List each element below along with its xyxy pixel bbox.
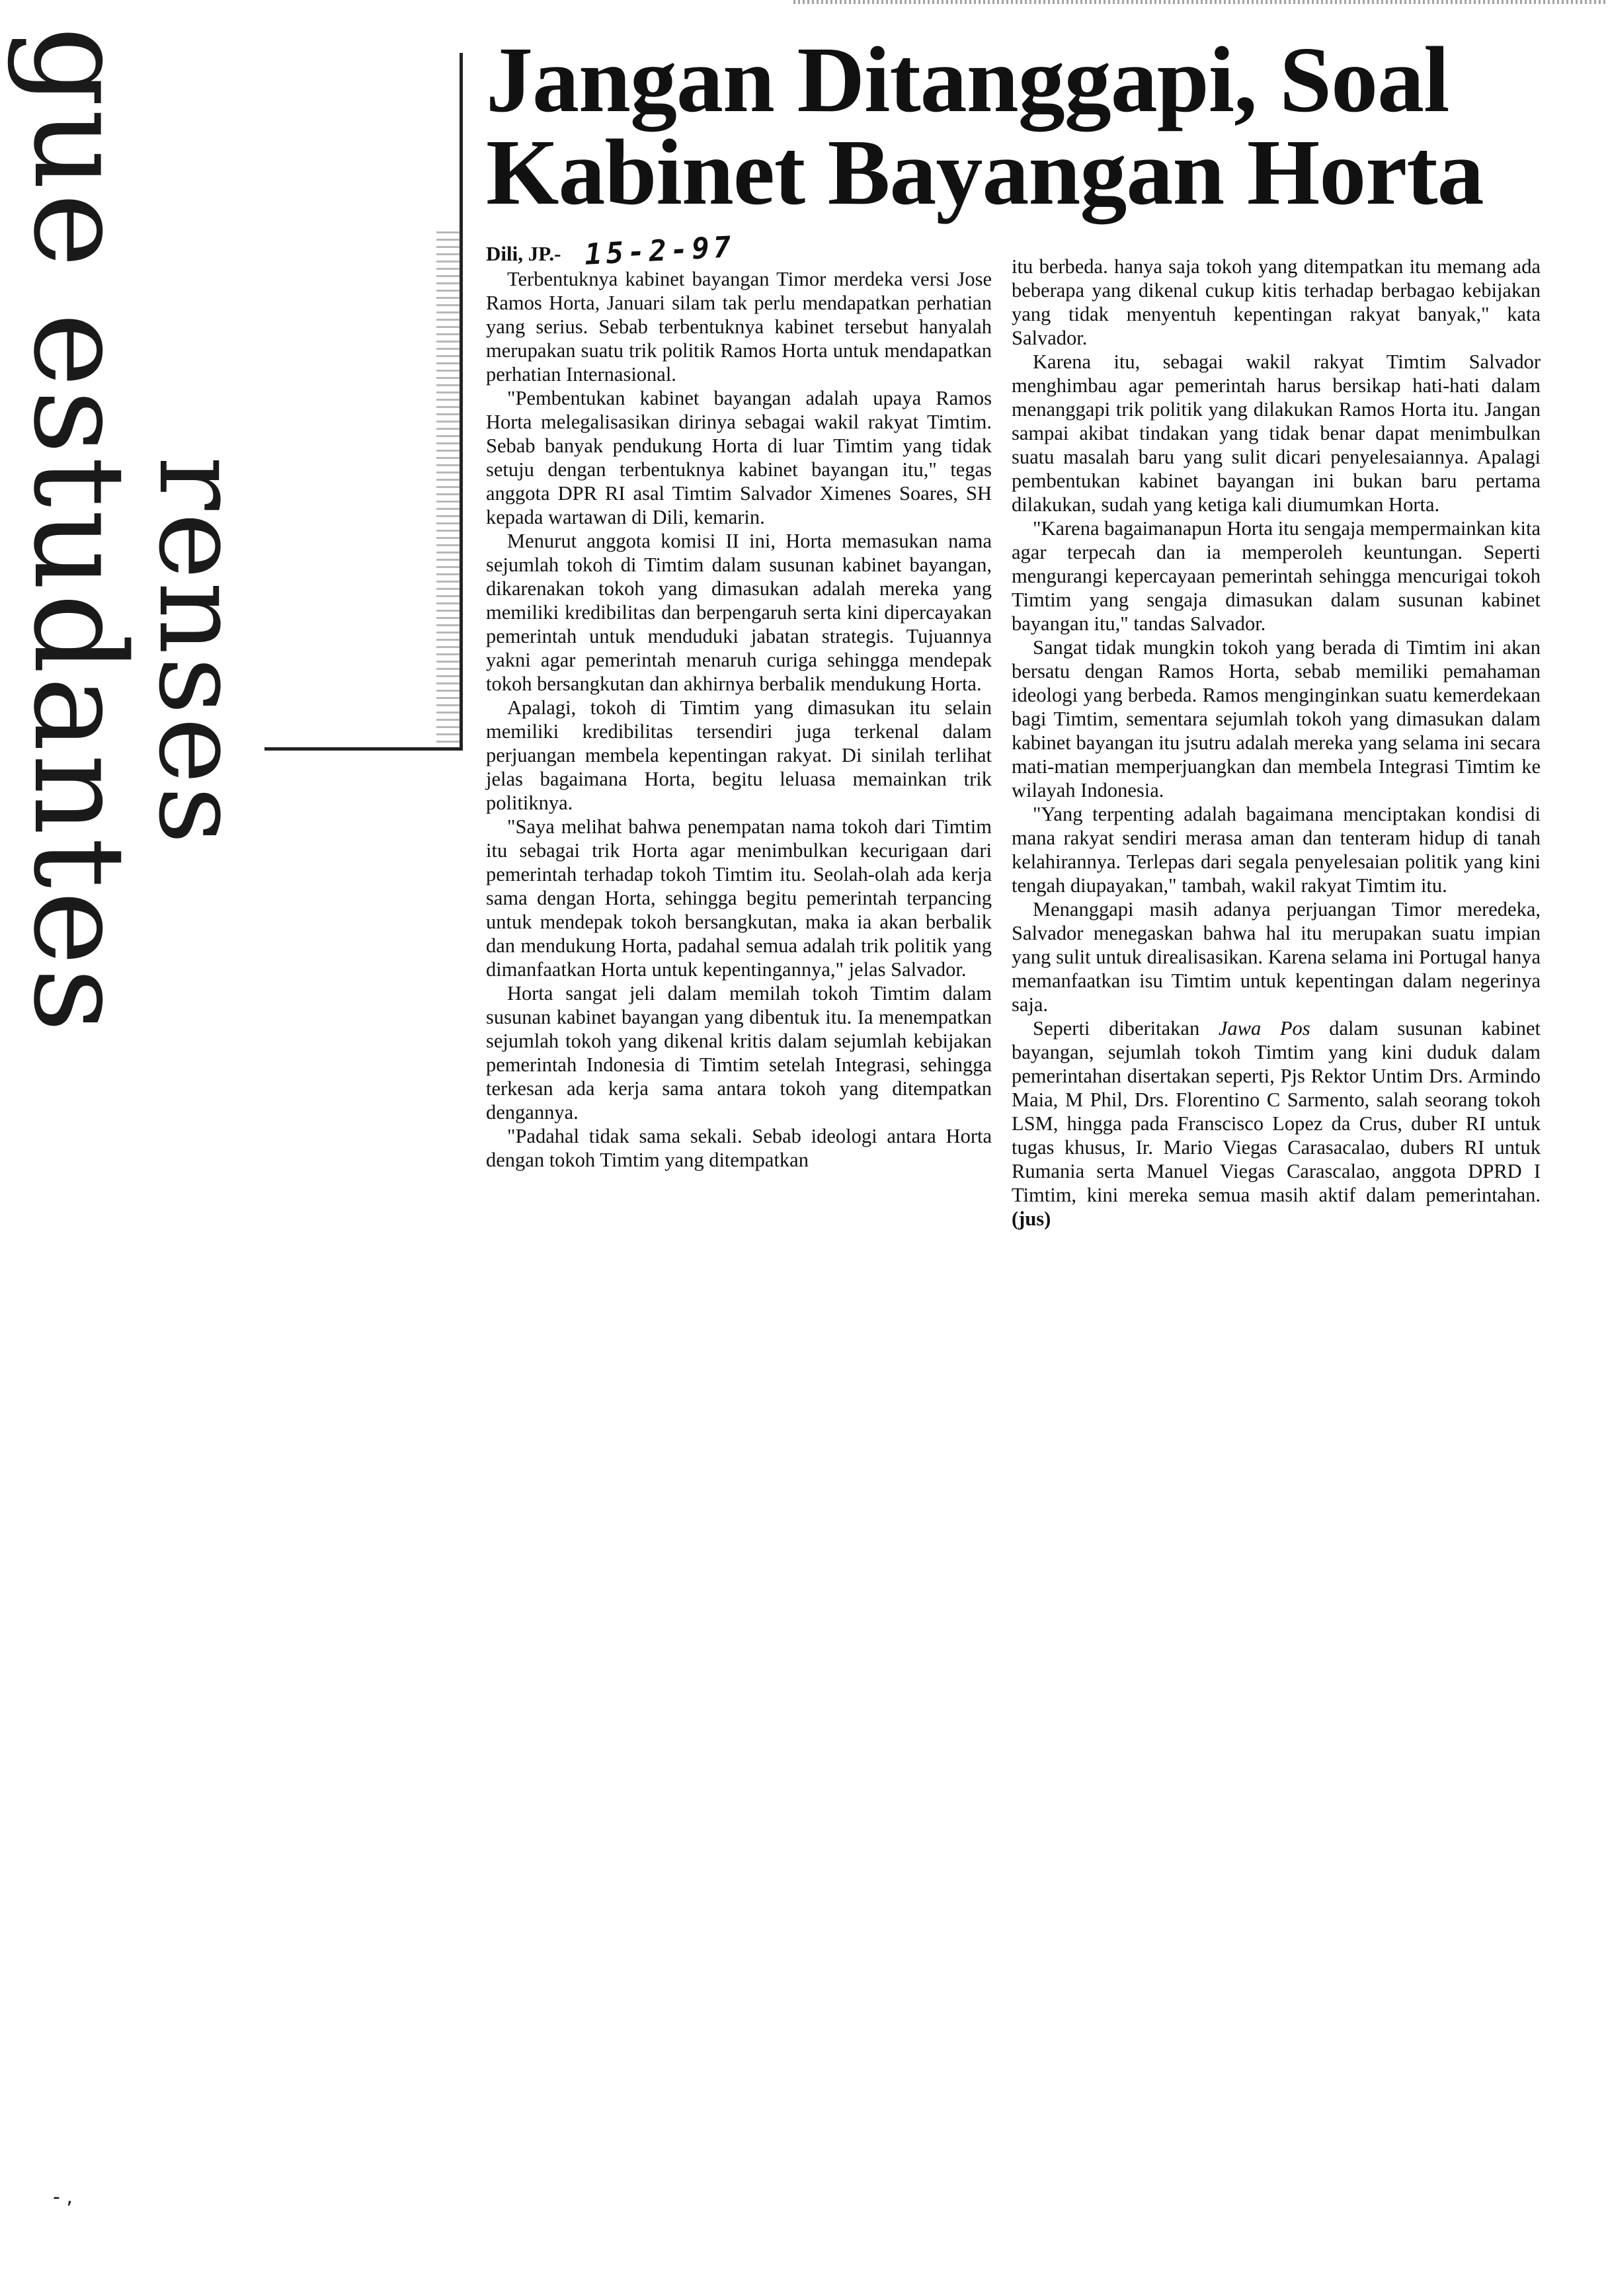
final-prefix: Seperti diberitakan (1033, 1017, 1200, 1040)
paragraph-final (1012, 1016, 1541, 1231)
dateline-row (486, 230, 992, 272)
newspaper-name: Jawa Pos (1218, 1017, 1310, 1040)
paragraph: "Saya melihat bahwa penempatan nama tokoh dari Timtim itu sebagai trik Horta agar menimbulkan kecurigaan dari pemerintah terhadap tokoh Timtim itu. Seolah-olah ada kerja sama dengan Horta, sehingga begitu pemerintah terpancing untuk mendepak tokoh bersangkutan, maka ia akan berbalik dan mendukung Horta, padahal semua adalah trik politik yang dimanfaatkan Horta untuk kepentingannya," jelas Salvador. (486, 815, 992, 981)
paragraph: Sangat tidak mungkin tokoh yang berada di Timtim ini akan bersatu dengan Ramos Horta, sebab memiliki pemahaman ideologi yang berbeda. Ramos menginginkan suatu kemerdekaan bagi Timtim, sementara sejumlah tokoh yang dimasukan dalam kabinet bayangan itu jsutru adalah mereka yang selama ini secara mati-matian memperjuangkan dan membela Integrasi Timtim ke wilayah Indonesia. (1012, 636, 1541, 801)
article-column-1 (486, 230, 992, 1172)
side-text-renses: renses (134, 456, 264, 847)
clipping-border-bottom (264, 747, 463, 751)
scan-artifact-line (793, 0, 1608, 4)
article-headline (486, 27, 1544, 224)
scan-gutter-noise (436, 231, 463, 747)
paragraph: "Yang terpenting adalah bagaimana menciptakan kondisi di mana rakyat sendiri merasa aman dan tenteram hidup di tanah kelahirannya. Terlepas dari segala penyelesaian politik yang kini tengah diupayakan," tambah, wakil rakyat Timtim itu. (1012, 803, 1541, 897)
paragraph: Terbentuknya kabinet bayangan Timor merdeka versi Jose Ramos Horta, Januari silam tak perlu mendapatkan perhatian yang serius. Sebab terbentuknya kabinet tersebut hanyalah merupakan suatu trik politik Ramos Horta untuk mendapatkan perhatian Internasional. (486, 268, 992, 386)
headline-line-1: Jangan Ditanggapi, Soal (486, 27, 1449, 132)
side-text-estudantes: gue estudantes (6, 26, 152, 1036)
paragraph: "Karena bagaimanapun Horta itu sengaja mempermainkan kita agar terpecah dan ia memperoleh keuntungan. Seperti mengurangi kepercayaan pemerintah sehingga mencurigai tokoh Timtim yang sengaja dimasukan dalam susunan kabinet bayangan itu," tandas Salvador. (1012, 517, 1541, 635)
headline-line-2: Kabinet Bayangan Horta (486, 120, 1484, 224)
paragraph: Menurut anggota komisi II ini, Horta memasukan nama sejumlah tokoh di Timtim dalam susunan kabinet bayangan, dikarenakan tokoh yang dimasukan adalah mereka yang memiliki kredibilitas dan berpengaruh serta kini dipercayakan pemerintah untuk menduduki jabatan strategis. Tujuannya yakni agar pemerintah menaruh curiga sehingga mendepak tokoh bersangkutan dan akhirnya berbalik mendukung Horta. (486, 530, 992, 695)
author-signoff: (jus) (1012, 1208, 1051, 1230)
handwritten-date: 15-2-97 (583, 230, 736, 272)
paragraph: "Padahal tidak sama sekali. Sebab ideologi antara Horta dengan tokoh Timtim yang ditempatkan (486, 1125, 992, 1171)
dateline: Dili, JP.- (486, 242, 561, 265)
paragraph: itu berbeda. hanya saja tokoh yang ditempatkan itu memang ada beberapa yang dikenal cukup kitis terhadap berbagao kebijakan yang tidak menyentuh kepentingan rakyat banyak," kata Salvador. (1012, 255, 1541, 349)
final-body: dalam susunan kabinet bayangan, sejumlah tokoh Timtim yang kini duduk dalam pemerintahan disertakan seperti, Pjs Rektor Untim Drs. Armindo Maia, M Phil, Drs. Florentino C Sarmento, salah seorang tokoh LSM, hingga pada Franscisco Lopez da Crus, duber RI untuk tugas khusus, Ir. Mario Viegas Carasacalao, dubers RI untuk Rumania serta Manuel Viegas Carascalao, anggota DPRD I Timtim, kini mereka semua masih aktif dalam pemerintahan. (1012, 1017, 1541, 1206)
paragraph: "Pembentukan kabinet bayangan adalah upaya Ramos Horta melegalisasikan dirinya sebagai wakil rakyat Timtim. Sebab banyak pendukung Horta di luar Timtim yang tidak setuju dengan terbentuknya kabinet bayangan itu," tegas anggota DPR RI asal Timtim Salvador Ximenes Soares, SH kepada wartawan di Dili, kemarin. (486, 387, 992, 528)
paragraph: Menanggapi masih adanya perjuangan Timor meredeka, Salvador menegaskan bahwa hal itu merupakan suatu impian yang sulit untuk direalisasikan. Karena selama ini Portugal hanya memanfaatkan isu Timtim untuk kepentingan dalam negerinya saja. (1012, 898, 1541, 1016)
paragraph: Karena itu, sebagai wakil rakyat Timtim Salvador menghimbau agar pemerintah harus bersikap hati-hati dalam menanggapi trik politik yang dilakukan Ramos Horta itu. Jangan sampai akibat tindakan yang tidak benar dapat menimbulkan suatu masalah baru yang sulit dicari penyelesaiannya. Apalagi pembentukan kabinet bayangan ini bukan baru pertama dilakukan, sudah yang ketiga kali diumumkan Horta. (1012, 350, 1541, 516)
article-column-2 (1012, 255, 1541, 1231)
paragraph: Horta sangat jeli dalam memilah tokoh Timtim dalam susunan kabinet bayangan yang dibentuk itu. Ia menempatkan sejumlah tokoh yang dikenal kritis dalam sejumlah kebijakan pemerintah Indonesia di Timtim setelah Integrasi, sehingga terkesan ada kerja sama antara tokoh yang ditempatkan dengannya. (486, 982, 992, 1124)
paragraph: Apalagi, tokoh di Timtim yang dimasukan itu selain memiliki kredibilitas tersendiri juga terkenal dalam perjuangan membela kepentingan rakyat. Di sinilah terlihat jelas bagaimana Horta, begitu leluasa memainkan trik politiknya. (486, 696, 992, 814)
stray-scan-marks: - , (53, 2186, 73, 2209)
